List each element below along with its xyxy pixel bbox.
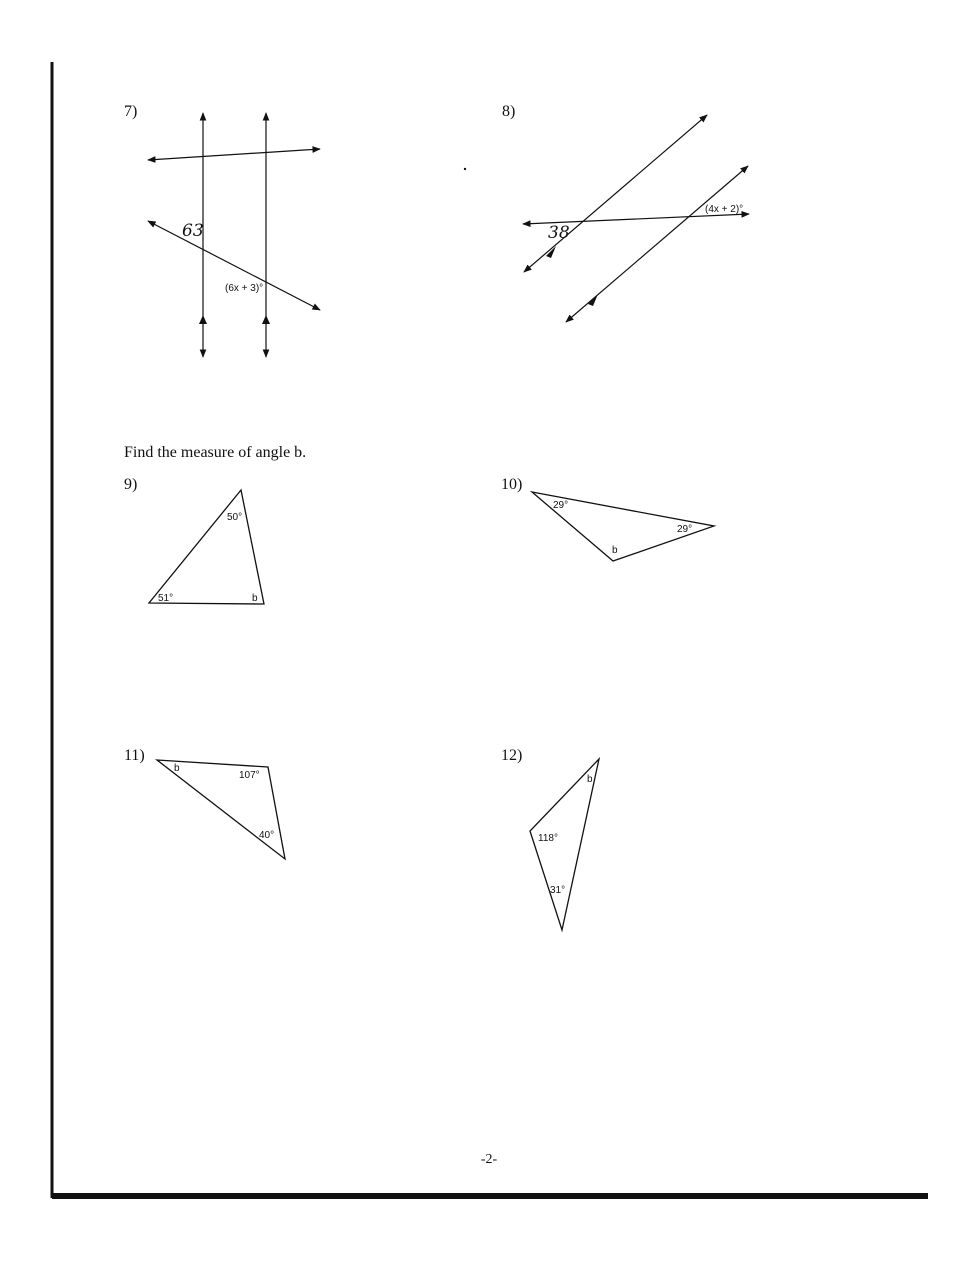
- problem-12-number: 12): [501, 747, 523, 764]
- p9-triangle: [149, 490, 264, 604]
- p8-parallel-line-lower: [566, 166, 748, 322]
- p12-angle-left: 118°: [538, 833, 558, 844]
- p10-angle-b: b: [612, 545, 618, 556]
- p9-angle-top: 50°: [227, 512, 243, 523]
- p8-handwritten-answer: 38: [548, 223, 570, 243]
- p11-triangle: [157, 760, 285, 859]
- p7-parallel-mark-right: [262, 315, 270, 324]
- p7-angle-label: (6x + 3)°: [225, 283, 264, 294]
- p11-angle-top: 107°: [239, 770, 260, 781]
- problem-7-number: 7): [124, 103, 138, 120]
- problem-10: [501, 476, 714, 561]
- p7-handwritten-answer: 63: [182, 221, 204, 241]
- p12-angle-bottom: 31°: [550, 885, 566, 896]
- p10-angle-right: 29°: [677, 524, 693, 535]
- p7-transversal-top: [148, 149, 320, 160]
- p11-angle-bottom: 40°: [259, 830, 275, 841]
- p8-angle-label: (4x + 2)°: [705, 204, 744, 215]
- p9-angle-left: 51°: [158, 593, 174, 604]
- p10-angle-left: 29°: [553, 500, 569, 511]
- p9-angle-b: b: [252, 593, 258, 604]
- problem-8-number: 8): [502, 103, 516, 120]
- problem-9: [124, 476, 264, 604]
- p7-transversal-bottom: [148, 221, 320, 310]
- stray-dot: [464, 168, 466, 170]
- p8-parallel-mark-lower: [588, 294, 598, 306]
- p8-parallel-line-upper: [524, 115, 707, 272]
- page-number: -2-: [480, 1152, 498, 1167]
- problem-12: [501, 747, 599, 930]
- problem-11-number: 11): [124, 747, 145, 764]
- p7-parallel-mark-left: [199, 315, 207, 324]
- problem-9-number: 9): [124, 476, 138, 493]
- instruction-text: Find the measure of angle b.: [124, 444, 307, 461]
- problem-7: [124, 103, 320, 357]
- p11-angle-b: b: [174, 763, 180, 774]
- problem-8: [502, 103, 749, 322]
- p12-angle-b: b: [587, 774, 593, 785]
- problem-10-number: 10): [501, 476, 523, 493]
- problem-11: [124, 747, 285, 859]
